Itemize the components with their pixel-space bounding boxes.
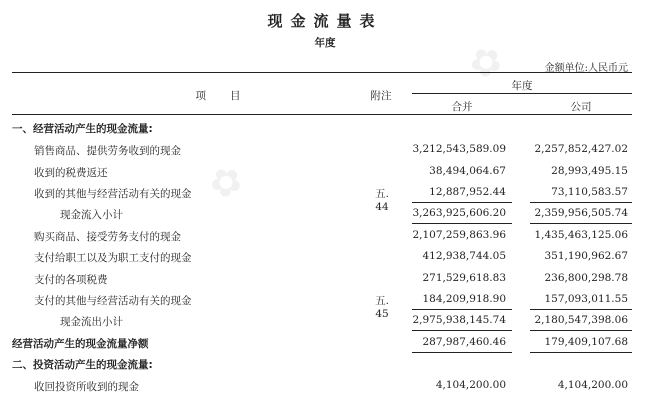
company-value: 28,993,495.15: [551, 165, 628, 177]
consolidated-value: 4,104,200.00: [435, 379, 506, 391]
company-value: 2,359,956,505.74: [534, 207, 628, 219]
currency-unit: 金额单位:人民币元: [544, 63, 628, 74]
net-cash-flow-label: 经营活动产生的现金流量净额: [12, 338, 149, 350]
watermark: ✿: [460, 34, 512, 90]
subtotal-label: 现金流出小计: [60, 316, 123, 328]
consolidated-value: 271,529,618.83: [422, 272, 506, 284]
row-label: 收到的其他与经营活动有关的现金: [34, 188, 192, 200]
total-rule: [530, 352, 632, 353]
company-value: 179,409,107.68: [544, 336, 628, 348]
consolidated-value: 3,212,543,589.09: [412, 143, 506, 155]
table-row: [0, 272, 650, 290]
company-value: 4,104,200.00: [557, 379, 628, 391]
subtotal-rule: [412, 309, 512, 310]
subtotal-rule: [412, 202, 512, 203]
subtotal-label: 现金流入小计: [60, 209, 123, 221]
statement-subtitle: 年度: [314, 37, 336, 49]
section-heading: 一、经营活动产生的现金流量:: [12, 123, 153, 135]
row-label: 收到的税费返还: [34, 167, 108, 179]
table-row: [0, 357, 650, 375]
company-value: 351,190,962.67: [544, 250, 628, 262]
statement-title: 现金流量表: [267, 12, 383, 30]
consolidated-value: 412,938,744.05: [422, 250, 506, 262]
company-value: 236,800,298.78: [544, 272, 628, 284]
company-value: 157,093,011.55: [544, 293, 628, 305]
subtotal-rule: [530, 330, 632, 331]
header-year: 年度: [511, 80, 533, 92]
header-bottom-rule: [12, 114, 632, 115]
row-label: 购买商品、接受劳务支付的现金: [34, 231, 181, 243]
table-row: [0, 143, 650, 161]
consolidated-value: 2,107,259,863.96: [412, 229, 506, 241]
row-label: 收回投资所收到的现金: [34, 381, 139, 393]
subtotal-rule: [530, 309, 632, 310]
subtotal-rule: [412, 330, 512, 331]
consolidated-value: 2,975,938,145.74: [412, 314, 506, 326]
header-note: 附注: [370, 90, 392, 102]
header-consolidated: 合并: [451, 101, 473, 113]
row-label: 支付的其他与经营活动有关的现金: [34, 295, 192, 307]
row-label: 支付给职工以及为职工支付的现金: [34, 252, 192, 264]
header-item: 项目: [195, 90, 265, 102]
subtotal-rule: [530, 202, 632, 203]
consolidated-value: 38,494,064.67: [429, 165, 506, 177]
section-heading: 二、投资活动产生的现金流量:: [12, 359, 153, 371]
consolidated-value: 3,263,925,606.20: [412, 207, 506, 219]
row-label: 支付的各项税费: [34, 274, 108, 286]
table-row: [0, 121, 650, 139]
year-rule: [412, 93, 632, 94]
company-value: 1,435,463,125.06: [534, 229, 628, 241]
consolidated-value: 12,887,952.44: [429, 186, 506, 198]
row-label: 销售商品、提供劳务收到的现金: [34, 145, 181, 157]
consolidated-value: 184,209,918.90: [422, 293, 506, 305]
subtotal-rule: [530, 223, 632, 224]
table-row: [0, 379, 650, 397]
row-note: 五. 44: [375, 188, 389, 213]
watermark: ✿: [200, 154, 252, 210]
consolidated-value: 287,987,460.46: [422, 336, 506, 348]
total-rule: [412, 352, 512, 353]
table-row: [0, 165, 650, 183]
company-value: 73,110,583.57: [551, 186, 628, 198]
table-row: [0, 229, 650, 247]
company-value: 2,257,852,427.02: [534, 143, 628, 155]
row-note: 五. 45: [375, 295, 389, 320]
subtotal-rule: [412, 223, 512, 224]
company-value: 2,180,547,398.06: [534, 314, 628, 326]
header-top-rule: [12, 72, 632, 73]
header-company: 公司: [570, 101, 592, 113]
table-row: [0, 250, 650, 268]
